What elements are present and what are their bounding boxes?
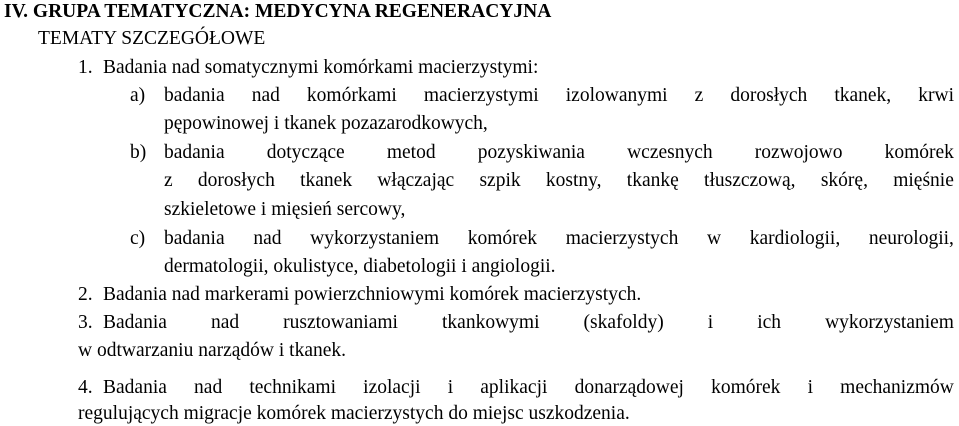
word: skórę, (820, 170, 868, 191)
word: szpik (479, 170, 521, 191)
word: i (707, 312, 714, 333)
word: badania (164, 228, 225, 249)
section-heading: IV. GRUPA TEMATYCZNA: MEDYCYNA REGENERACYJNA (4, 1, 552, 22)
topic-3-line-1 (103, 311, 954, 335)
word: w (707, 228, 722, 249)
word: (skafoldy) (583, 312, 664, 333)
word: neurologii, (868, 228, 954, 249)
subitem-b-line-2 (164, 169, 954, 193)
word: ich (757, 312, 782, 333)
topic-4-line-2: regulujących migracje komórek macierzystych do miejsc uszkodzenia. (78, 403, 630, 424)
topic-2-number: 2. (78, 284, 93, 305)
word: dorosłych (730, 85, 808, 106)
subitem-a-line-1 (164, 84, 954, 108)
word: nad (253, 228, 282, 249)
word: izolacji (363, 377, 421, 398)
word: i (447, 377, 454, 398)
word: pozyskiwania (477, 142, 585, 163)
word: dorosłych (197, 170, 275, 191)
subitem-c-label: c) (130, 228, 146, 249)
word: aplikacji (480, 377, 548, 398)
word: badania (164, 142, 225, 163)
word: komórek (884, 142, 954, 163)
word: rozwojowo (754, 142, 843, 163)
topic-4-line-1 (103, 376, 954, 400)
word: komórkami (306, 85, 397, 106)
word: donarządowej (574, 377, 684, 398)
word: nad (210, 312, 240, 333)
subitem-b-label: b) (130, 142, 147, 163)
subitem-c-line-1 (164, 227, 954, 251)
topic-3-line-2: w odtwarzaniu narządów i tkanek. (78, 340, 347, 361)
word: tkanek (300, 170, 353, 191)
word: izolowanymi (565, 85, 668, 106)
subitem-a-label: a) (130, 85, 146, 106)
word: nad (194, 377, 223, 398)
section-subheading: TEMATY SZCZEGÓŁOWE (38, 28, 266, 49)
word: wykorzystaniem (825, 312, 954, 333)
word: wykorzystaniem (310, 228, 440, 249)
topic-4-number: 4. (78, 377, 93, 398)
word: z (164, 170, 173, 191)
word: komórek (467, 228, 538, 249)
word: Badania (103, 377, 167, 398)
word: kostny, (545, 170, 602, 191)
word: mięśnie (893, 170, 954, 191)
word: mechanizmów (840, 377, 954, 398)
word: kardiologii, (749, 228, 841, 249)
word: tłuszczową, (704, 170, 796, 191)
topic-1-number: 1. (78, 57, 93, 78)
word: wczesnych (627, 142, 713, 163)
word: tkankowymi (442, 312, 540, 333)
subitem-b-line-1 (164, 141, 954, 165)
word: macierzystych (565, 228, 679, 249)
subitem-c-line-2: dermatologii, okulistyce, diabetologii i angiologii. (164, 256, 556, 277)
word: tkanek, (834, 85, 892, 106)
topic-1-title: Badania nad somatycznymi komórkami macierzystymi: (103, 57, 539, 78)
word: metod (386, 142, 436, 163)
word: z (694, 85, 704, 106)
word: i (807, 377, 814, 398)
subitem-b-line-3: szkieletowe i mięsień sercowy, (164, 199, 406, 220)
word: badania (164, 85, 225, 106)
word: komórek (711, 377, 781, 398)
word: technikami (249, 377, 336, 398)
word: włączając (377, 170, 455, 191)
word: Badania (103, 312, 167, 333)
word: macierzystymi (423, 85, 539, 106)
word: nad (251, 85, 280, 106)
word: dotyczące (266, 142, 345, 163)
word: tkankę (626, 170, 679, 191)
word: rusztowaniami (283, 312, 398, 333)
topic-2-text: Badania nad markerami powierzchniowymi komórek macierzystych. (103, 284, 642, 305)
word: krwi (918, 85, 954, 106)
subitem-a-line-2: pępowinowej i tkanek pozazarodkowych, (164, 113, 488, 134)
topic-3-number: 3. (78, 312, 93, 333)
